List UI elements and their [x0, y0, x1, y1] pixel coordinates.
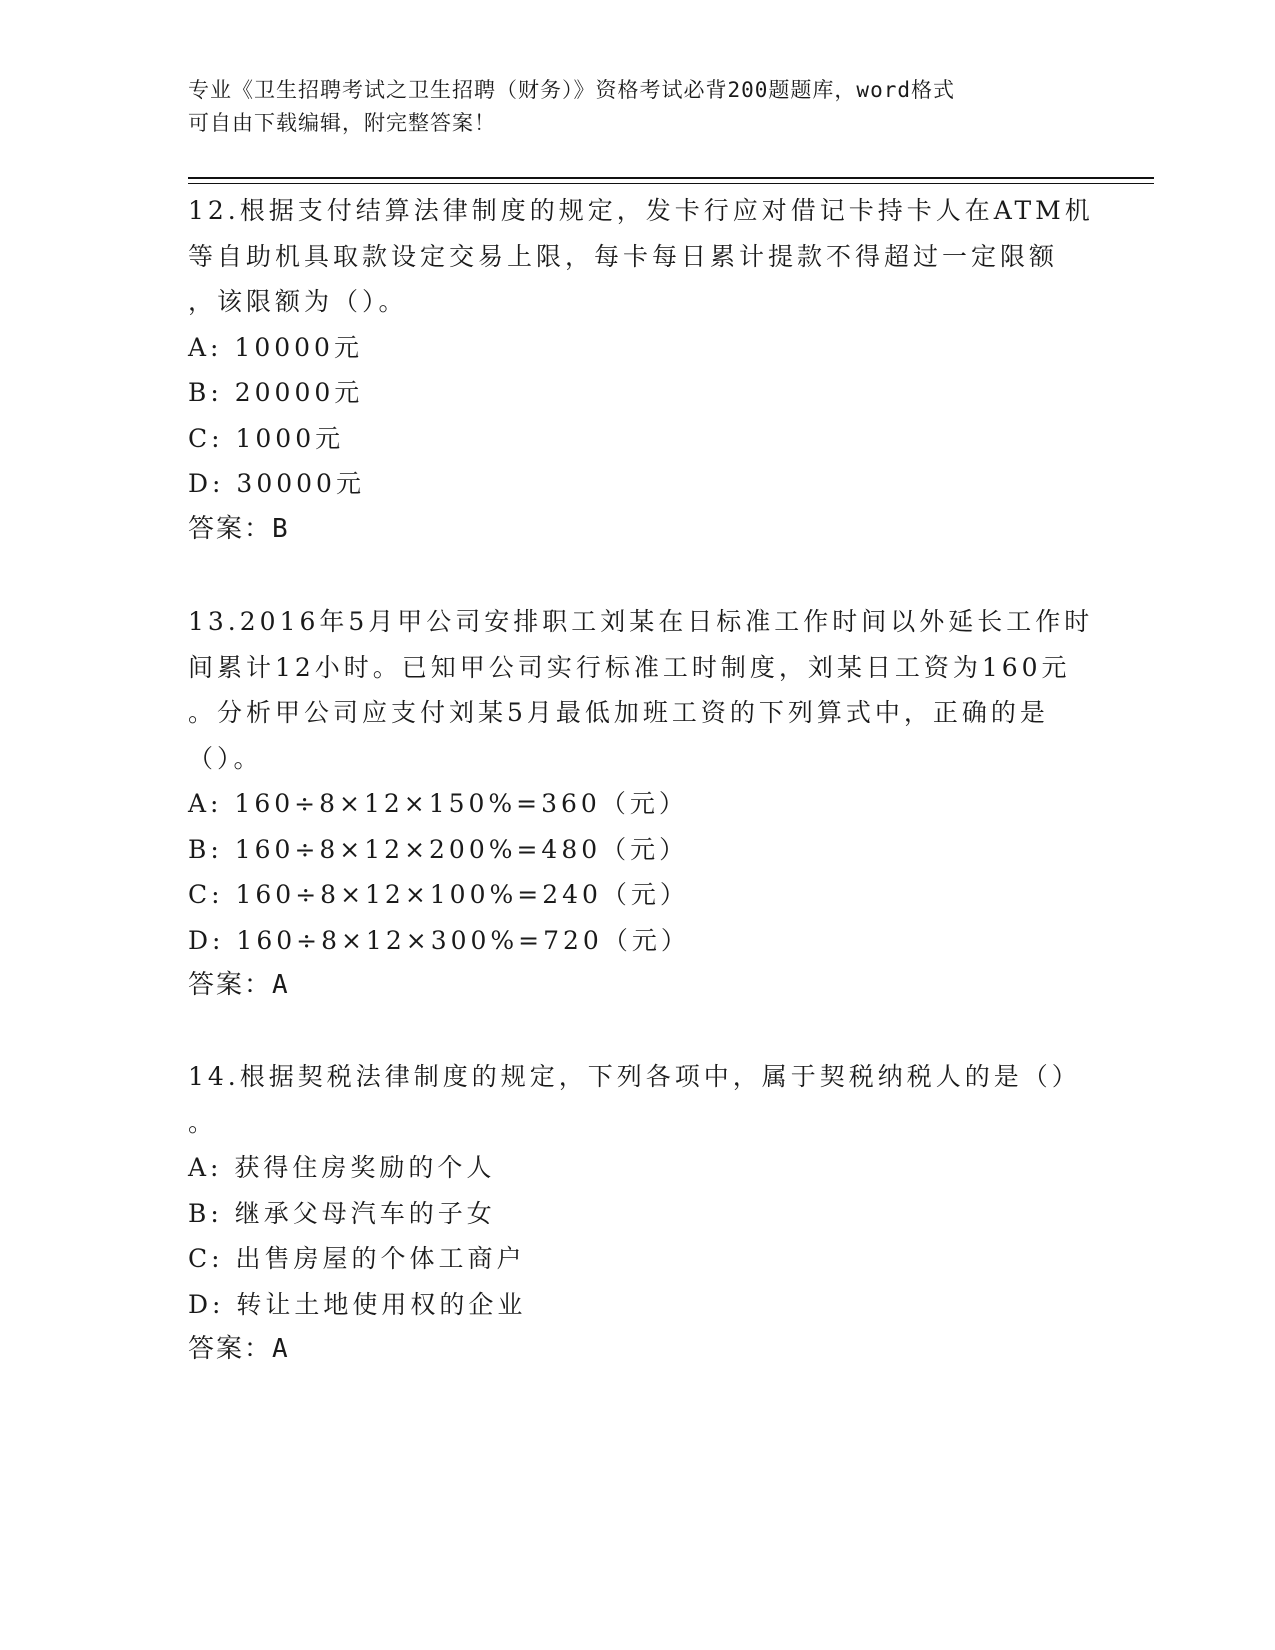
document-header	[188, 74, 1088, 140]
question-text-line: 。	[188, 1107, 218, 1137]
option-a: A: 获得住房奖励的个人	[188, 1153, 496, 1182]
question-14	[188, 1054, 1088, 1373]
question-text-line: 等自助机具取款设定交易上限，每卡每日累计提款不得超过一定限额	[188, 241, 1059, 271]
option-c: C: 出售房屋的个体工商户	[188, 1244, 526, 1273]
question-text-line: 间累计12小时。已知甲公司实行标准工时制度，刘某日工资为160元	[188, 652, 1071, 682]
header-line: 专业《卫生招聘考试之卫生招聘（财务）》资格考试必背200题题库，word格式	[188, 78, 955, 102]
header-divider	[188, 177, 1154, 179]
option-c: C: 1000元	[188, 423, 345, 453]
question-13	[188, 599, 1094, 1009]
question-text-line: 。分析甲公司应支付刘某5月最低加班工资的下列算式中，正确的是	[188, 698, 1049, 727]
question-text-line: 13.2016年5月甲公司安排职工刘某在日标准工作时间以外延长工作时	[188, 607, 1094, 636]
option-d: D: 30000元	[188, 469, 365, 498]
option-b: B: 20000元	[188, 378, 364, 407]
header-line: 可自由下载编辑，附完整答案！	[188, 111, 496, 135]
option-b: B: 继承父母汽车的子女	[188, 1198, 496, 1228]
question-12	[188, 188, 1094, 552]
header-divider	[188, 183, 1154, 184]
option-c: C: 160÷8×12×100%=240（元）	[188, 880, 689, 909]
answer-line: 答案：A	[188, 970, 290, 1000]
option-a: A: 10000元	[188, 332, 363, 362]
question-text-line: 12.根据支付结算法律制度的规定，发卡行应对借记卡持卡人在ATM机	[188, 196, 1094, 225]
question-text-line: ，该限额为（）。	[188, 287, 408, 316]
option-b: B: 160÷8×12×200%=480（元）	[188, 834, 689, 864]
option-a: A: 160÷8×12×150%=360（元）	[188, 789, 688, 818]
option-d: D: 160÷8×12×300%=720（元）	[188, 925, 690, 955]
question-text-line: （）。	[188, 743, 263, 773]
option-d: D: 转让土地使用权的企业	[188, 1289, 527, 1319]
question-text-line: 14.根据契税法律制度的规定，下列各项中，属于契税纳税人的是（）	[188, 1062, 1081, 1091]
answer-line: 答案：A	[188, 1334, 290, 1364]
answer-line: 答案：B	[188, 513, 290, 544]
